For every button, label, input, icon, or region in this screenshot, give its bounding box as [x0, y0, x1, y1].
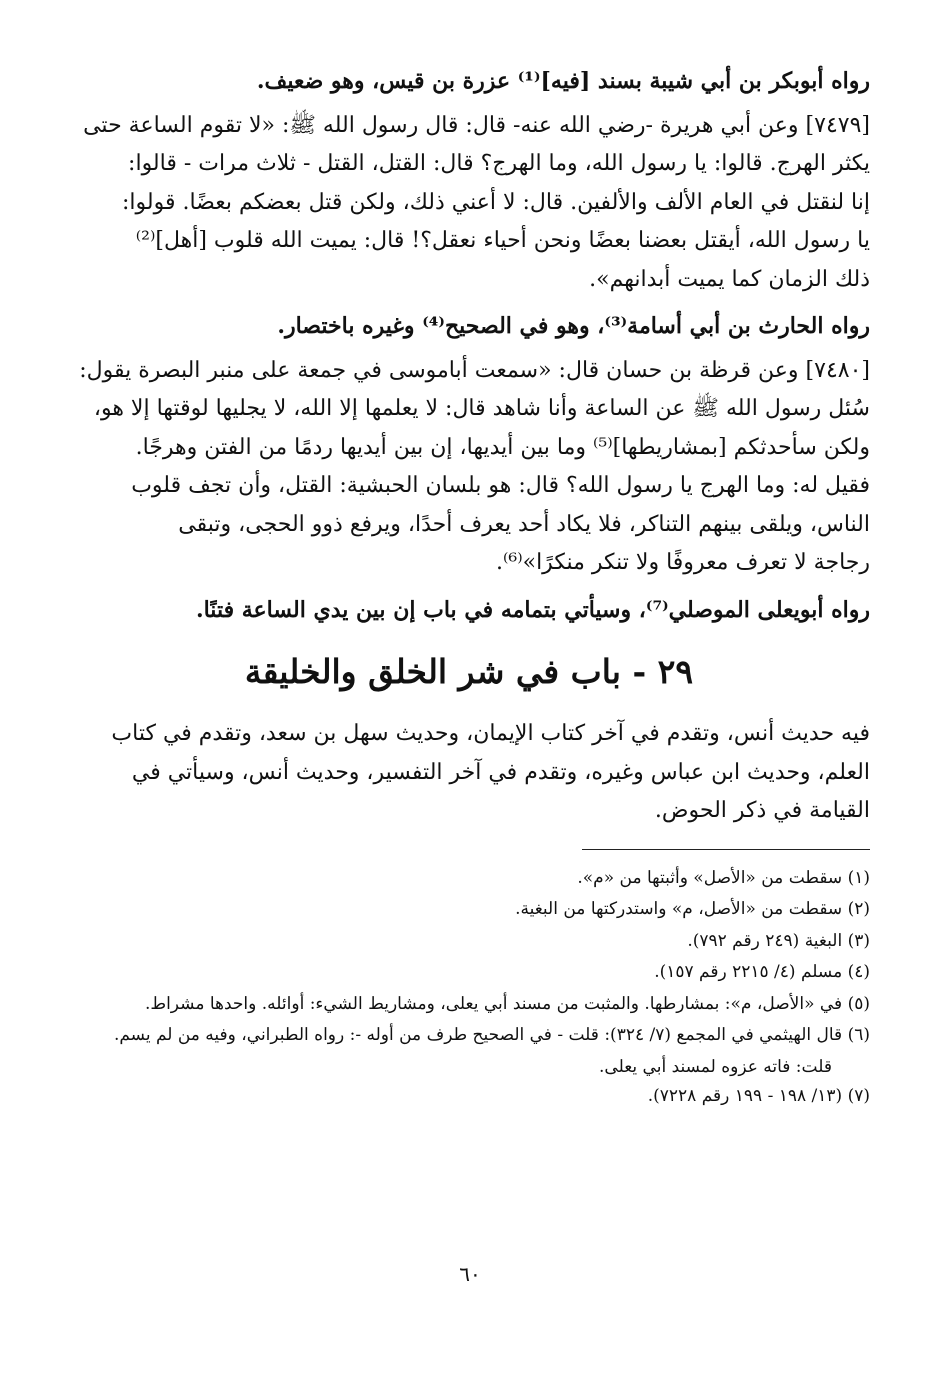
text-line: فيه حديث أنس، وتقدم في آخر كتاب الإيمان، وحديث سهل بن سعد، وتقدم في كتاب: [111, 721, 870, 746]
text-line: [٧٤٨٠] وعن قرظة بن حسان قال: «سمعت أباموسى في جمعة على منبر البصرة يقول:: [79, 357, 870, 383]
text-line: رواه أبوبكر بن أبي شيبة بسند [فيه]⁽¹⁾ عزرة بن قيس، وهو ضعيف.: [256, 68, 870, 94]
footnote-6-continuation: قلت: فاته عزوه لمسند أبي يعلى.: [599, 1056, 832, 1077]
text-line: القيامة في ذكر الحوض.: [654, 798, 870, 823]
chapter-body: [68, 715, 870, 831]
text-line: الناس، ويلقى بينهم التناكر، فلا يكاد أحد يعرف أحدًا، ويرفع ذوو الحجى، وتبقى: [178, 511, 870, 537]
text-line: رواه أبويعلى الموصلي⁽⁷⁾، وسيأتي بتمامه في باب إن بين يدي الساعة فتنًا.: [195, 596, 870, 623]
source-note-3: [68, 591, 870, 630]
footnote-separator: [582, 849, 870, 850]
footnote-7: (٧) (١٣/ ١٩٨ - ١٩٩ رقم ٧٢٢٨).: [647, 1086, 870, 1106]
main-text: [68, 62, 870, 629]
text-line: يكثر الهرج. قالوا: يا رسول الله، وما الهرج؟ قال: القتل، القتل - ثلاث مرات - قالوا:: [128, 151, 870, 176]
hadith-7480: [68, 352, 870, 583]
text-line: العلم، وحديث ابن عباس وغيره، وتقدم في آخر التفسير، وحديث أنس، وسيأتي في: [131, 759, 870, 785]
text-line: رجاجة لا تعرف معروفًا ولا تنكر منكرًا»⁽⁶⁾.: [495, 550, 870, 575]
text-line: سُئل رسول الله ﷺ عن الساعة وأنا شاهد قال: لا يعلمها إلا الله، لا يجليها لوقتها إلا هو،: [93, 396, 870, 421]
footnotes: [68, 864, 870, 1112]
page-number: ٦٠: [459, 1262, 481, 1286]
text-line: ولكن سأحدثكم [بمشاريطها]⁽⁵⁾ وما بين أيديها، إن بين أيديها ردمًا من الفتن وهرجًا.: [135, 434, 870, 460]
text-line: فقيل له: وما الهرج يا رسول الله؟ قال: هو بلسان الحبشية: القتل، وأن تجف قلوب: [131, 473, 870, 498]
footnote-5: (٥) في «الأصل، م»: بمشارطها. والمثبت من مسند أبي يعلى، ومشاريط الشيء: أوائله. واحدها مشراط.: [144, 993, 870, 1014]
hadith-7479: [68, 107, 870, 300]
text-line: ذلك الزمان كما يميت أبدانهم».: [589, 266, 870, 292]
source-note-2: [68, 307, 870, 346]
source-note-1: [68, 62, 870, 101]
text-line: يا رسول الله، أيقتل بعضنا بعضًا ونحن أحياء نعقل؟! قال: يميت الله قلوب [أهل]⁽²⁾: [135, 228, 870, 253]
footnote-1: (١) سقطت من «الأصل» وأثبتها من «م».: [577, 867, 870, 888]
text-line: رواه الحارث بن أبي أسامة⁽³⁾، وهو في الصحيح⁽⁴⁾ وغيره باختصار.: [277, 313, 870, 339]
text-line: إنا لنقتل في العام الألف والألفين. قال: لا أعني ذلك، ولكن قتل بعضكم بعضًا. قولوا:: [122, 189, 870, 215]
text-line: [٧٤٧٩] وعن أبي هريرة -رضي الله عنه- قال: قال رسول الله ﷺ: «لا تقوم الساعة حتى: [83, 112, 870, 138]
footnote-6: (٦) قال الهيثمي في المجمع (٧/ ٣٢٤): قلت - في الصحيح طرف من أوله -: رواه الطبراني، وفيه من لم يسم.: [113, 1025, 870, 1045]
chapter-title: ٢٩ - باب في شر الخلق والخليقة: [244, 652, 694, 691]
footnote-4: (٤) مسلم (٤/ ٢٢١٥ رقم ١٥٧).: [654, 962, 870, 982]
footnote-2: (٢) سقطت من «الأصل، م» واستدركتها من البغية.: [515, 899, 870, 919]
footnote-3: (٣) البغية (٢٤٩ رقم ٧٩٢).: [687, 930, 870, 951]
